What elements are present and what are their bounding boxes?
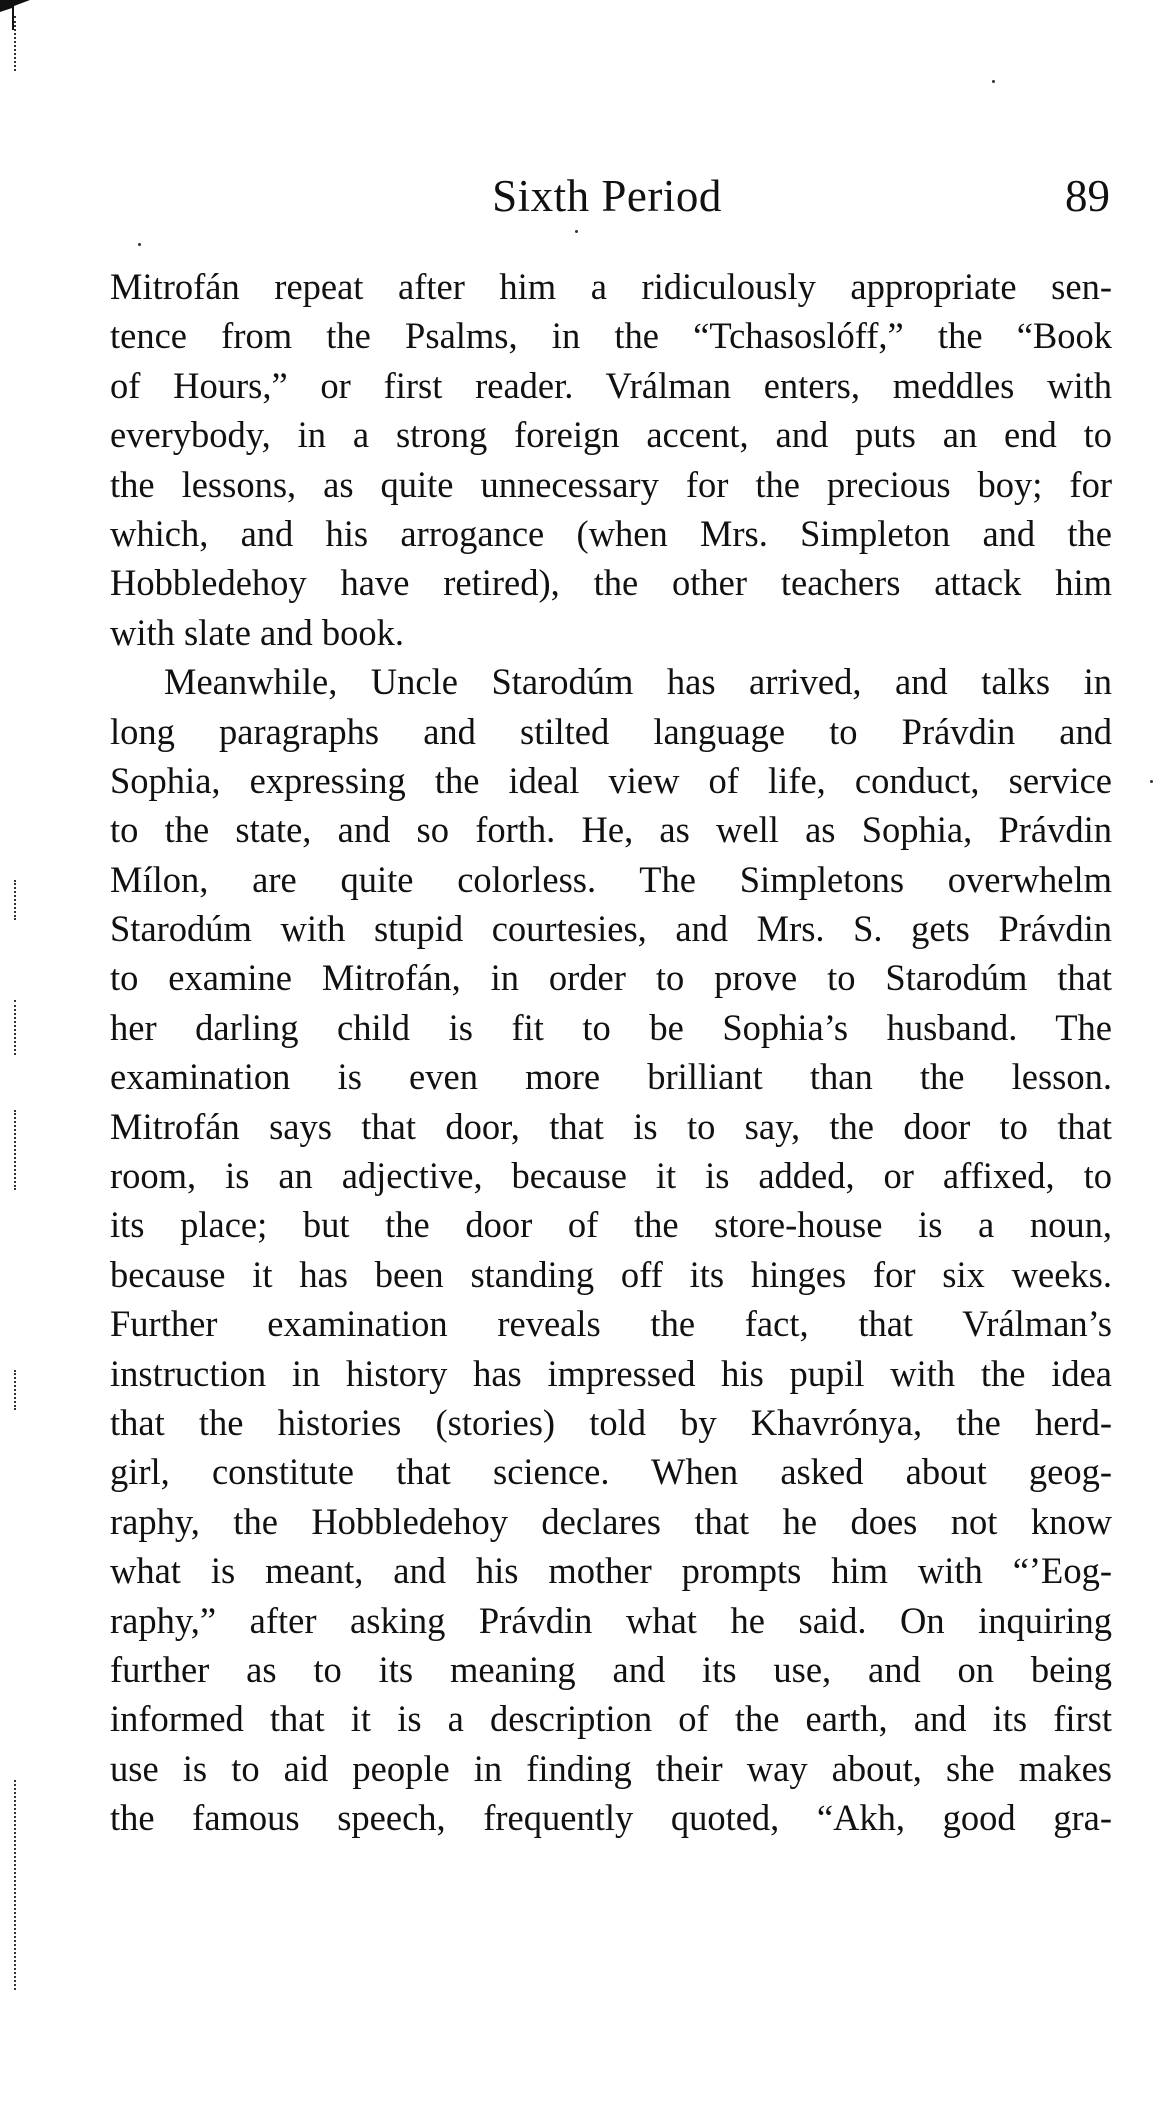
text-line: Starodúm with stupid courtesies, and Mrs. S. gets Právdin — [110, 908, 1112, 950]
scan-speck — [138, 243, 141, 246]
text-line: Mitrofán says that door, that is to say, the door to that — [110, 1105, 1112, 1147]
body-text — [110, 262, 1112, 1843]
text-line: to examine Mitrofán, in order to prove to Starodúm that — [110, 957, 1112, 999]
text-line: what is meant, and his mother prompts him with “’Eog- — [110, 1550, 1112, 1592]
text-line: Meanwhile, Uncle Starodúm has arrived, and talks in — [164, 661, 1112, 703]
scan-edge-mark — [14, 16, 16, 71]
text-line: to the state, and so forth. He, as well as Sophia, Právdin — [110, 809, 1112, 851]
text-line: the famous speech, frequently quoted, “Akh, good gra- — [110, 1797, 1112, 1839]
text-line: raphy,” after asking Právdin what he said. On inquiring — [110, 1599, 1112, 1641]
text-line: of Hours,” or first reader. Vrálman enters, meddles with — [110, 364, 1112, 406]
text-line: tence from the Psalms, in the “Tchasoslóff,” the “Book — [110, 315, 1112, 357]
paragraph-1 — [110, 262, 1112, 657]
scan-edge-mark — [14, 1370, 16, 1410]
text-line: the lessons, as quite unnecessary for the precious boy; for — [110, 463, 1112, 505]
text-line: long paragraphs and stilted language to Právdin and — [110, 710, 1112, 752]
text-line: its place; but the door of the store-house is a noun, — [110, 1204, 1112, 1246]
running-header — [0, 168, 1160, 224]
scan-edge-mark — [14, 1000, 16, 1055]
text-line: Mílon, are quite colorless. The Simpletons overwhelm — [110, 858, 1112, 900]
scan-speck — [575, 230, 578, 233]
text-line: examination is even more brilliant than the lesson. — [110, 1056, 1112, 1098]
text-line: because it has been standing off its hinges for six weeks. — [110, 1253, 1112, 1295]
text-line: girl, constitute that science. When asked about geog- — [110, 1451, 1112, 1493]
text-line: her darling child is fit to be Sophia’s husband. The — [110, 1006, 1112, 1048]
chapter-title: Sixth Period — [492, 171, 722, 221]
text-line: that the histories (stories) told by Khavrónya, the herd- — [110, 1401, 1112, 1443]
text-line: room, is an adjective, because it is added, or affixed, to — [110, 1155, 1112, 1197]
text-line: further as to its meaning and its use, and on being — [110, 1648, 1112, 1690]
scan-edge-mark — [14, 1780, 16, 1990]
text-line: Hobbledehoy have retired), the other teachers attack him — [110, 562, 1112, 604]
scan-edge-mark — [14, 880, 16, 920]
paragraph-2 — [110, 657, 1112, 1842]
text-line: which, and his arrogance (when Mrs. Simpleton and the — [110, 512, 1112, 554]
text-line: with slate and book. — [110, 611, 404, 653]
text-line: informed that it is a description of the earth, and its first — [110, 1698, 1112, 1740]
scan-edge-mark — [14, 1110, 16, 1190]
text-line: raphy, the Hobbledehoy declares that he does not know — [110, 1500, 1112, 1542]
scan-speck — [992, 80, 995, 83]
text-line: instruction in history has impressed his pupil with the idea — [110, 1352, 1112, 1394]
text-line: Sophia, expressing the ideal view of life, conduct, service — [110, 759, 1112, 801]
text-line: everybody, in a strong foreign accent, and puts an end to — [110, 414, 1112, 456]
page-number: 89 — [1065, 171, 1110, 221]
text-line: Further examination reveals the fact, that Vrálman’s — [110, 1303, 1112, 1345]
text-line: Mitrofán repeat after him a ridiculously appropriate sen- — [110, 266, 1112, 307]
scan-speck — [1150, 780, 1153, 783]
text-line: use is to aid people in finding their way about, she makes — [110, 1747, 1112, 1789]
